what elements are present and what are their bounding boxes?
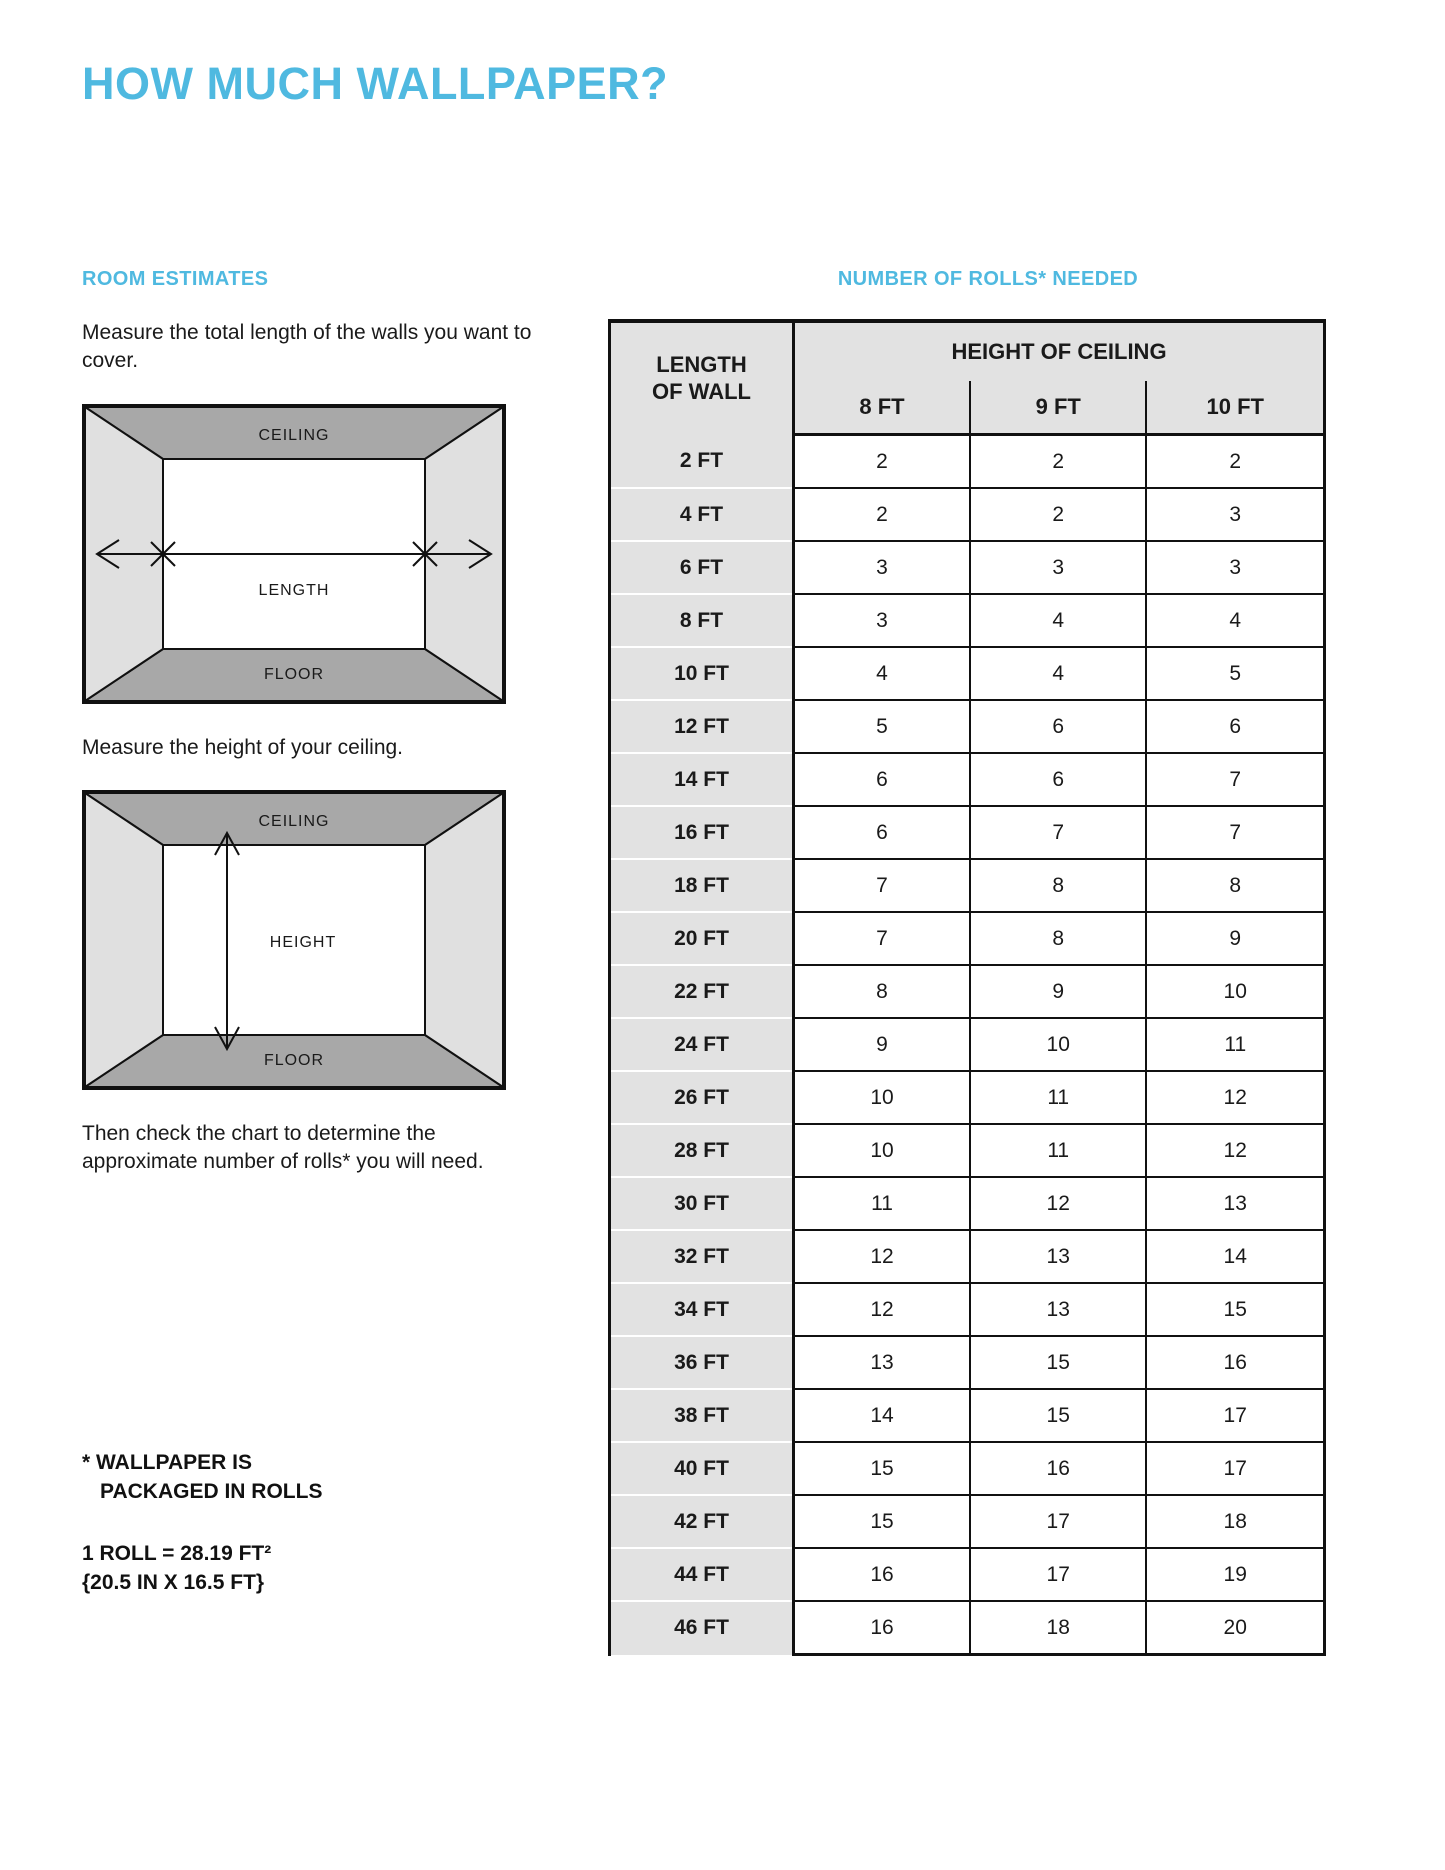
cell-rolls-8ft: 9: [794, 1018, 970, 1071]
cell-rolls-10ft: 6: [1146, 700, 1323, 753]
cell-rolls-9ft: 6: [970, 700, 1146, 753]
cell-wall-length: 46 FT: [611, 1601, 794, 1655]
cell-rolls-9ft: 2: [970, 435, 1146, 489]
rolls-table-body: [611, 435, 1323, 1655]
table-row: [611, 1389, 1323, 1442]
cell-rolls-8ft: 16: [794, 1601, 970, 1655]
room-diagram-length: [82, 404, 506, 704]
cell-rolls-10ft: 10: [1146, 965, 1323, 1018]
cell-rolls-8ft: 7: [794, 912, 970, 965]
cell-rolls-8ft: 12: [794, 1230, 970, 1283]
footnote-block: [82, 1448, 552, 1598]
cell-rolls-10ft: 7: [1146, 806, 1323, 859]
cell-rolls-8ft: 16: [794, 1548, 970, 1601]
cell-rolls-10ft: 3: [1146, 541, 1323, 594]
cell-rolls-8ft: 6: [794, 753, 970, 806]
cell-wall-length: 32 FT: [611, 1230, 794, 1283]
cell-wall-length: 36 FT: [611, 1336, 794, 1389]
page-title: HOW MUCH WALLPAPER?: [82, 58, 669, 109]
diagram-height-floor-label: FLOOR: [263, 1052, 325, 1070]
cell-rolls-9ft: 2: [970, 488, 1146, 541]
cell-rolls-9ft: 15: [970, 1336, 1146, 1389]
cell-rolls-9ft: 8: [970, 859, 1146, 912]
table-row: [611, 541, 1323, 594]
table-row: [611, 753, 1323, 806]
cell-rolls-10ft: 12: [1146, 1124, 1323, 1177]
cell-rolls-8ft: 14: [794, 1389, 970, 1442]
cell-rolls-9ft: 9: [970, 965, 1146, 1018]
diagram-length-floor-label: FLOOR: [263, 665, 325, 683]
cell-rolls-10ft: 8: [1146, 859, 1323, 912]
cell-rolls-8ft: 10: [794, 1124, 970, 1177]
room-diagram-length-svg: [85, 407, 503, 701]
cell-rolls-10ft: 19: [1146, 1548, 1323, 1601]
cell-wall-length: 6 FT: [611, 541, 794, 594]
footnote-line-4: {20.5 IN X 16.5 FT}: [82, 1571, 265, 1595]
table-row: [611, 1548, 1323, 1601]
cell-rolls-8ft: 5: [794, 700, 970, 753]
cell-rolls-8ft: 2: [794, 488, 970, 541]
table-row: [611, 912, 1323, 965]
header-col-8ft: 8 FT: [794, 381, 970, 435]
cell-rolls-8ft: 6: [794, 806, 970, 859]
cell-rolls-10ft: 17: [1146, 1389, 1323, 1442]
cell-rolls-9ft: 13: [970, 1283, 1146, 1336]
cell-wall-length: 28 FT: [611, 1124, 794, 1177]
cell-rolls-9ft: 8: [970, 912, 1146, 965]
rolls-table-column: [608, 268, 1368, 1656]
cell-rolls-9ft: 17: [970, 1495, 1146, 1548]
cell-rolls-9ft: 11: [970, 1124, 1146, 1177]
cell-rolls-10ft: 14: [1146, 1230, 1323, 1283]
table-row: [611, 1018, 1323, 1071]
cell-wall-length: 26 FT: [611, 1071, 794, 1124]
cell-rolls-10ft: 11: [1146, 1018, 1323, 1071]
footnote-line-3: 1 ROLL = 28.19 FT²: [82, 1541, 272, 1565]
cell-rolls-10ft: 9: [1146, 912, 1323, 965]
cell-rolls-9ft: 13: [970, 1230, 1146, 1283]
cell-wall-length: 8 FT: [611, 594, 794, 647]
header-length-line2: OF WALL: [652, 378, 751, 404]
cell-wall-length: 4 FT: [611, 488, 794, 541]
table-row: [611, 488, 1323, 541]
cell-rolls-8ft: 8: [794, 965, 970, 1018]
cell-rolls-9ft: 6: [970, 753, 1146, 806]
rolls-table: [611, 323, 1323, 1656]
cell-wall-length: 10 FT: [611, 647, 794, 700]
cell-wall-length: 22 FT: [611, 965, 794, 1018]
table-row: [611, 1230, 1323, 1283]
cell-rolls-10ft: 13: [1146, 1177, 1323, 1230]
cell-wall-length: 2 FT: [611, 435, 794, 489]
cell-rolls-10ft: 17: [1146, 1442, 1323, 1495]
table-row: [611, 965, 1323, 1018]
room-diagram-height-svg: [85, 793, 503, 1087]
cell-rolls-8ft: 12: [794, 1283, 970, 1336]
table-row: [611, 700, 1323, 753]
table-row: [611, 859, 1323, 912]
table-row: [611, 1601, 1323, 1655]
cell-wall-length: 40 FT: [611, 1442, 794, 1495]
header-height-of-ceiling: HEIGHT OF CEILING: [794, 323, 1324, 381]
cell-rolls-9ft: 7: [970, 806, 1146, 859]
step-3-text: Then check the chart to determine the approximate number of rolls* you will need.: [82, 1122, 484, 1174]
cell-rolls-8ft: 11: [794, 1177, 970, 1230]
cell-rolls-9ft: 17: [970, 1548, 1146, 1601]
table-row: [611, 435, 1323, 489]
table-header-row-group: [611, 323, 1323, 381]
cell-rolls-8ft: 2: [794, 435, 970, 489]
cell-rolls-8ft: 7: [794, 859, 970, 912]
cell-rolls-8ft: 15: [794, 1442, 970, 1495]
room-estimates-column: [82, 268, 532, 1177]
diagram-height-ceiling-label: CEILING: [258, 813, 330, 831]
room-diagram-height: [82, 790, 506, 1090]
diagram-height-dimension-label: HEIGHT: [269, 934, 337, 952]
table-heading: NUMBER OF ROLLS* NEEDED: [837, 268, 1139, 290]
cell-wall-length: 38 FT: [611, 1389, 794, 1442]
cell-rolls-10ft: 5: [1146, 647, 1323, 700]
cell-rolls-10ft: 3: [1146, 488, 1323, 541]
cell-wall-length: 18 FT: [611, 859, 794, 912]
cell-rolls-10ft: 18: [1146, 1495, 1323, 1548]
table-row: [611, 1495, 1323, 1548]
table-row: [611, 1177, 1323, 1230]
header-col-9ft: 9 FT: [970, 381, 1146, 435]
cell-rolls-9ft: 3: [970, 541, 1146, 594]
cell-wall-length: 24 FT: [611, 1018, 794, 1071]
cell-rolls-9ft: 12: [970, 1177, 1146, 1230]
footnote-line-2: PACKAGED IN ROLLS: [100, 1480, 323, 1504]
step-2-text: Measure the height of your ceiling.: [82, 735, 404, 759]
table-row: [611, 1124, 1323, 1177]
cell-rolls-9ft: 10: [970, 1018, 1146, 1071]
cell-rolls-10ft: 2: [1146, 435, 1323, 489]
cell-rolls-8ft: 3: [794, 594, 970, 647]
cell-rolls-10ft: 7: [1146, 753, 1323, 806]
cell-wall-length: 20 FT: [611, 912, 794, 965]
cell-rolls-10ft: 16: [1146, 1336, 1323, 1389]
cell-rolls-8ft: 3: [794, 541, 970, 594]
cell-rolls-10ft: 12: [1146, 1071, 1323, 1124]
cell-rolls-8ft: 13: [794, 1336, 970, 1389]
cell-wall-length: 34 FT: [611, 1283, 794, 1336]
rolls-table-wrapper: [608, 319, 1326, 1656]
header-length-line1: LENGTH: [656, 352, 747, 378]
rolls-table-head: [611, 323, 1323, 435]
cell-wall-length: 30 FT: [611, 1177, 794, 1230]
table-row: [611, 647, 1323, 700]
table-row: [611, 1442, 1323, 1495]
cell-rolls-9ft: 4: [970, 594, 1146, 647]
header-length-of-wall: [611, 323, 794, 435]
cell-rolls-9ft: 15: [970, 1389, 1146, 1442]
table-row: [611, 594, 1323, 647]
cell-wall-length: 42 FT: [611, 1495, 794, 1548]
table-row: [611, 1071, 1323, 1124]
diagram-length-dimension-label: LENGTH: [258, 581, 330, 599]
header-col-10ft: 10 FT: [1146, 381, 1323, 435]
cell-wall-length: 14 FT: [611, 753, 794, 806]
cell-rolls-8ft: 4: [794, 647, 970, 700]
section-heading-room-estimates: ROOM ESTIMATES: [82, 268, 269, 290]
cell-rolls-10ft: 15: [1146, 1283, 1323, 1336]
cell-wall-length: 16 FT: [611, 806, 794, 859]
cell-rolls-10ft: 4: [1146, 594, 1323, 647]
cell-wall-length: 44 FT: [611, 1548, 794, 1601]
footnote-line-1: * WALLPAPER IS: [82, 1451, 252, 1474]
cell-wall-length: 12 FT: [611, 700, 794, 753]
table-row: [611, 806, 1323, 859]
cell-rolls-9ft: 4: [970, 647, 1146, 700]
diagram-length-ceiling-label: CEILING: [258, 426, 330, 444]
cell-rolls-8ft: 15: [794, 1495, 970, 1548]
cell-rolls-9ft: 18: [970, 1601, 1146, 1655]
cell-rolls-9ft: 16: [970, 1442, 1146, 1495]
table-row: [611, 1336, 1323, 1389]
cell-rolls-9ft: 11: [970, 1071, 1146, 1124]
table-row: [611, 1283, 1323, 1336]
cell-rolls-8ft: 10: [794, 1071, 970, 1124]
step-1-text: Measure the total length of the walls you want to cover.: [82, 321, 532, 373]
cell-rolls-10ft: 20: [1146, 1601, 1323, 1655]
